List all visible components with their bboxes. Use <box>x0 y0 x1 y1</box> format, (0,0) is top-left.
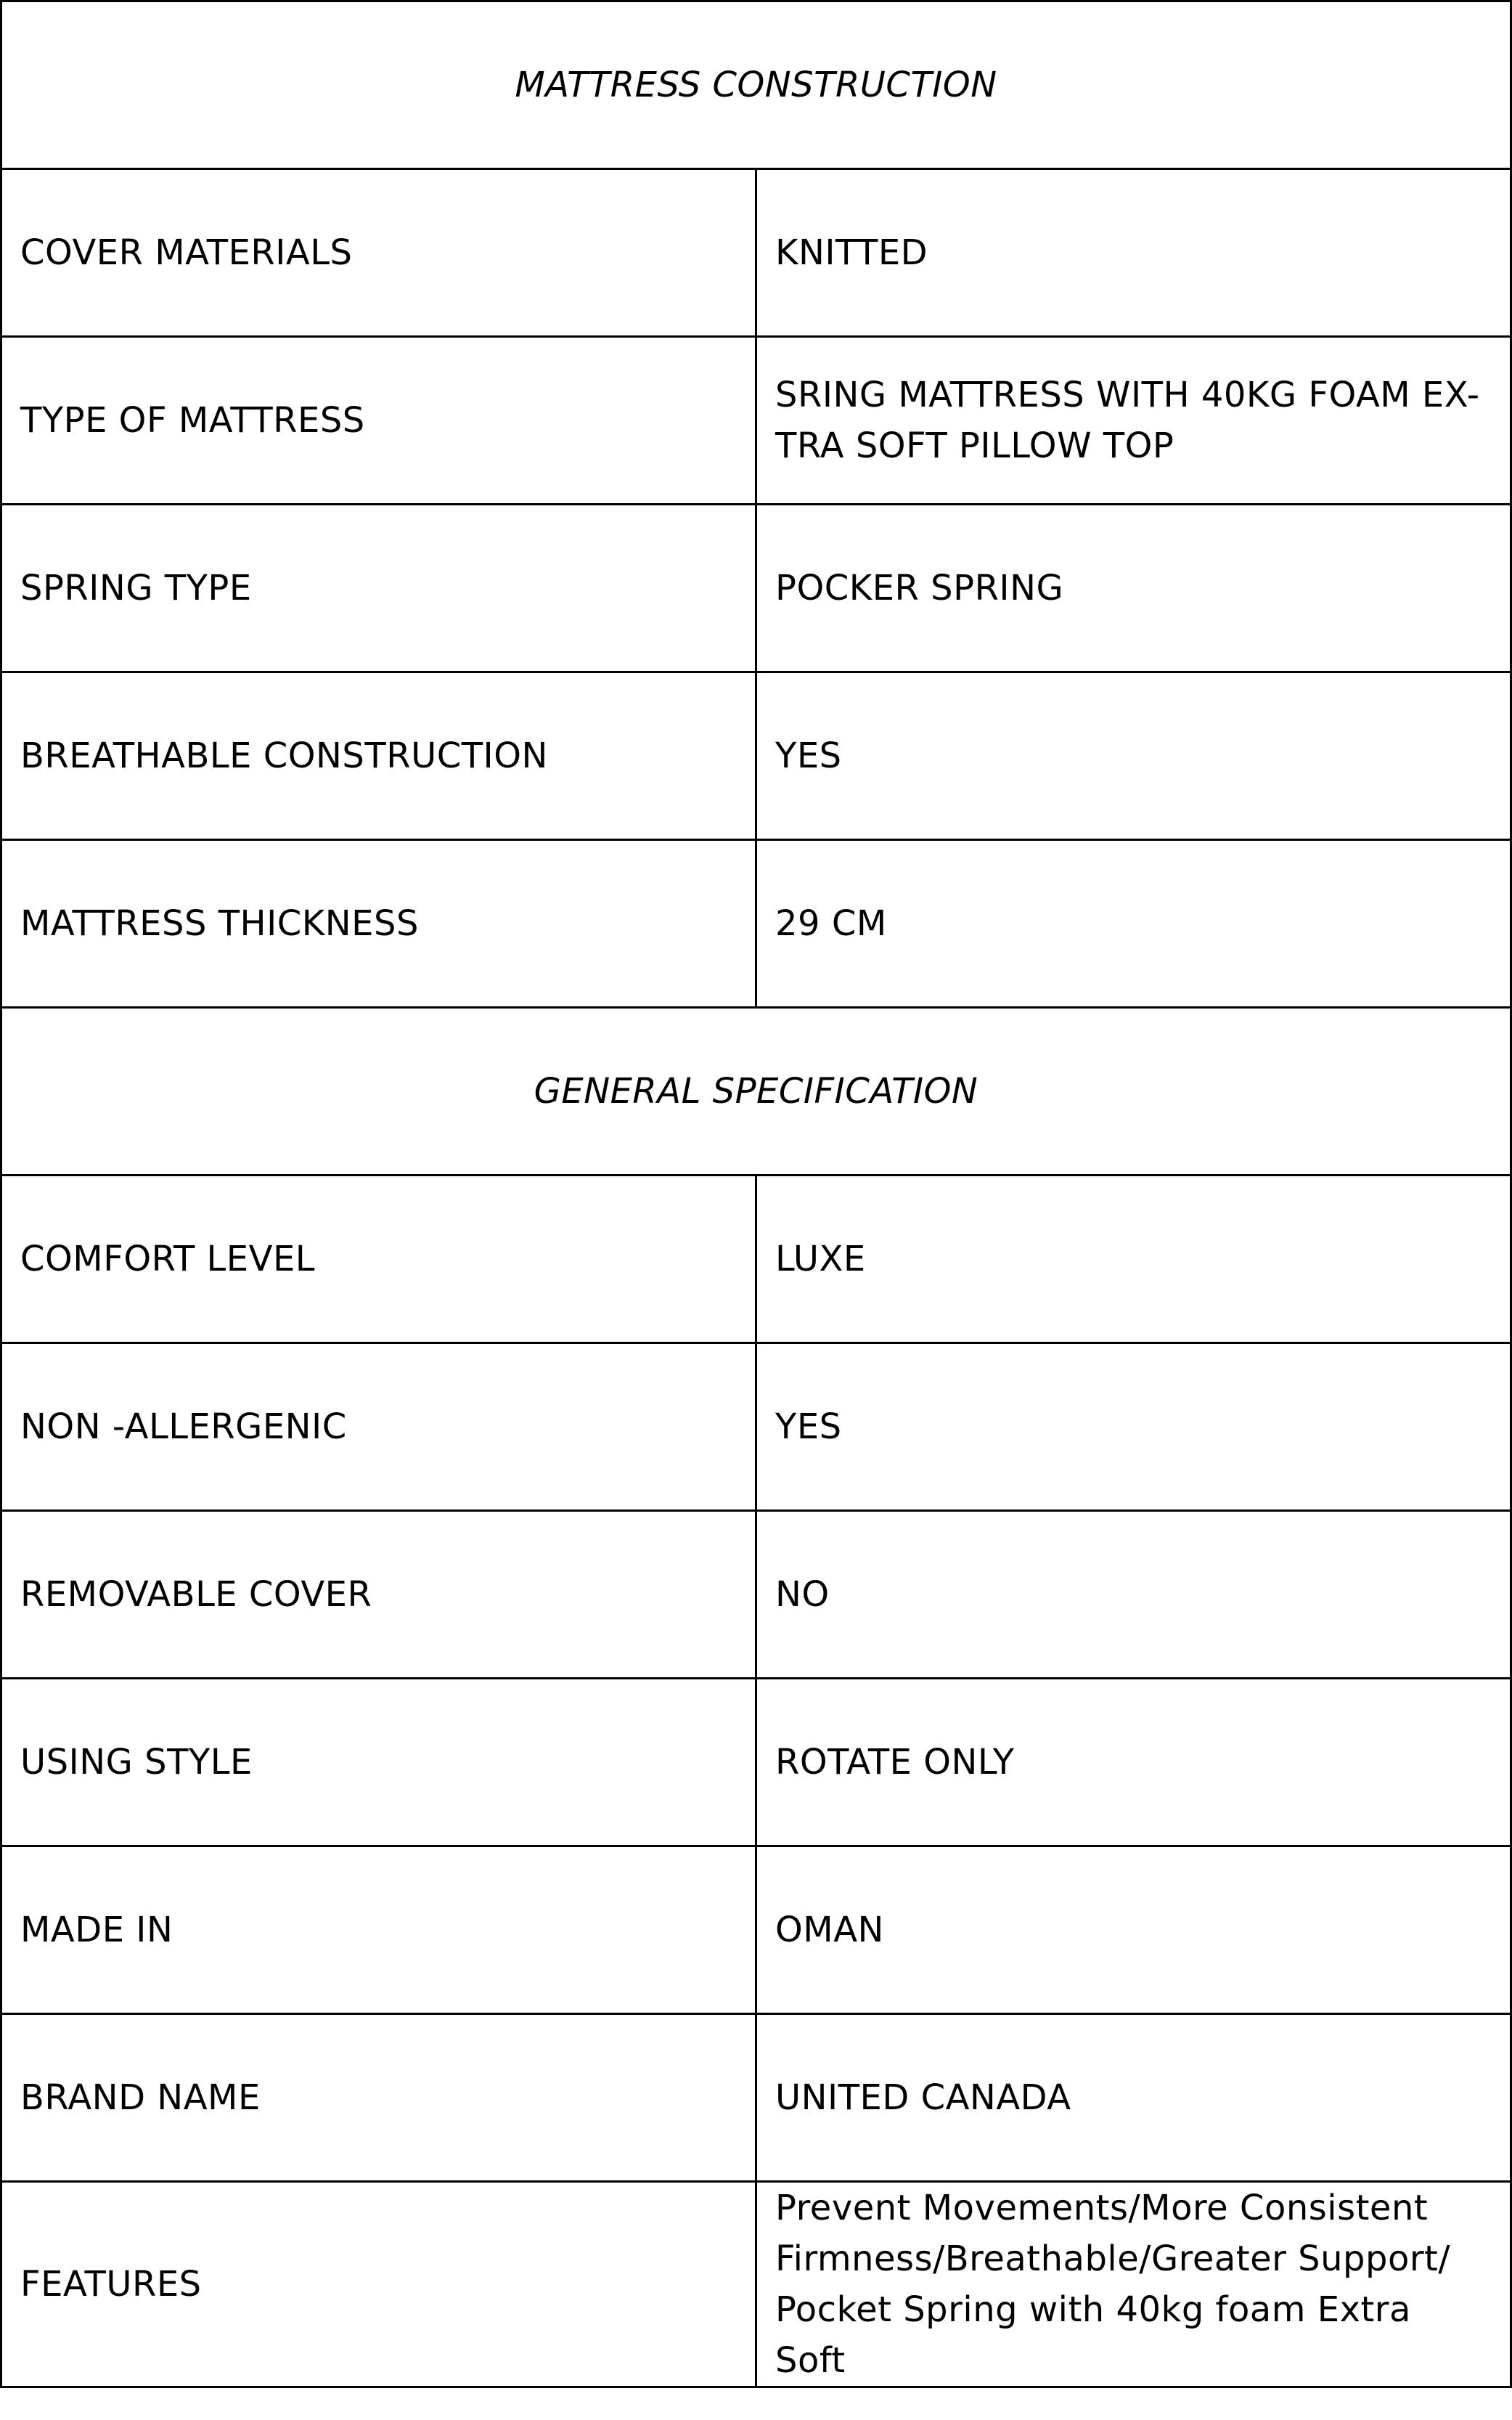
spec-value: POCKER SPRING <box>756 505 1511 672</box>
spec-value: SRING MATTRESS WITH 40KG FOAM EX-TRA SOFT PILLOW TOP <box>756 337 1511 505</box>
spec-label: BRAND NAME <box>1 2014 756 2182</box>
table-row <box>1 505 1511 672</box>
spec-value: UNITED CANADA <box>756 2014 1511 2182</box>
table-row <box>1 1176 1511 1343</box>
section-title-general-specification: GENERAL SPECIFICATION <box>1 1008 1511 1176</box>
spec-label: TYPE OF MATTRESS <box>1 337 756 505</box>
table-row <box>1 1511 1511 1679</box>
table-row <box>1 2014 1511 2182</box>
spec-label: NON -ALLERGENIC <box>1 1343 756 1511</box>
table-row <box>1 337 1511 505</box>
section-title-mattress-construction: MATTRESS CONSTRUCTION <box>1 1 1511 169</box>
spec-label: MATTRESS THICKNESS <box>1 840 756 1008</box>
table-row <box>1 169 1511 337</box>
spec-label: COMFORT LEVEL <box>1 1176 756 1343</box>
table-row <box>1 840 1511 1008</box>
spec-label: BREATHABLE CONSTRUCTION <box>1 672 756 840</box>
spec-label: FEATURES <box>1 2182 756 2387</box>
spec-label: REMOVABLE COVER <box>1 1511 756 1679</box>
spec-value: OMAN <box>756 1846 1511 2014</box>
section-header-row <box>1 1 1511 169</box>
spec-label: SPRING TYPE <box>1 505 756 672</box>
spec-value: LUXE <box>756 1176 1511 1343</box>
table-row <box>1 2182 1511 2387</box>
table-row <box>1 672 1511 840</box>
table-row <box>1 1846 1511 2014</box>
spec-value: Prevent Movements/More Consistent Firmness/Breathable/Greater Support/ Pocket Spring with 40kg foam Extra Soft <box>756 2182 1511 2387</box>
spec-value: KNITTED <box>756 169 1511 337</box>
spec-label: COVER MATERIALS <box>1 169 756 337</box>
spec-value: NO <box>756 1511 1511 1679</box>
spec-value: YES <box>756 1343 1511 1511</box>
spec-label: MADE IN <box>1 1846 756 2014</box>
table-row <box>1 1679 1511 1846</box>
spec-value: 29 CM <box>756 840 1511 1008</box>
table-row <box>1 1343 1511 1511</box>
spec-value: ROTATE ONLY <box>756 1679 1511 1846</box>
section-header-row <box>1 1008 1511 1176</box>
spec-label: USING STYLE <box>1 1679 756 1846</box>
spec-value: YES <box>756 672 1511 840</box>
